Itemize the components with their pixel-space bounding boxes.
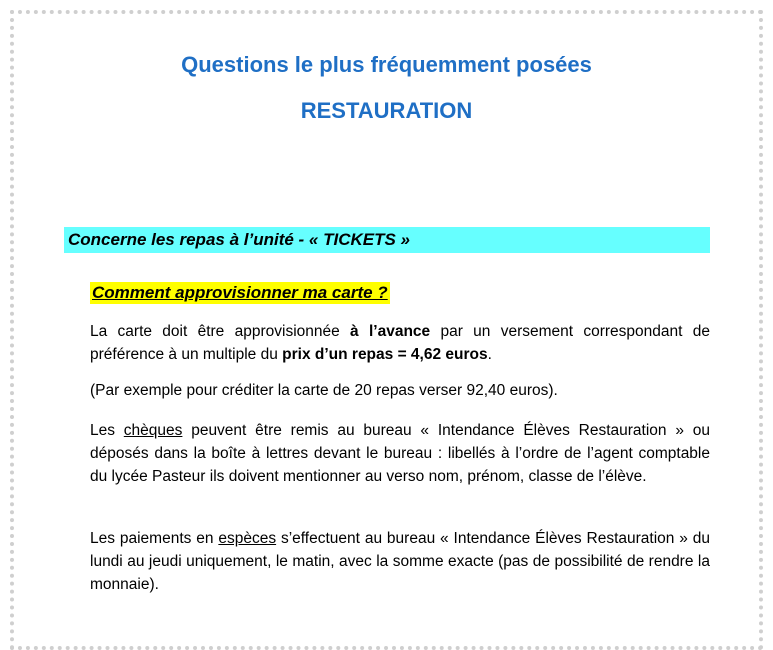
section-heading: Concerne les repas à l’unité - « TICKETS » bbox=[68, 230, 410, 249]
underlined-run-cheques: chèques bbox=[123, 422, 183, 439]
paragraph-especes bbox=[90, 527, 710, 596]
bold-run-prix: prix d’un repas = 4,62 euros bbox=[282, 346, 488, 363]
text-run: s’effectuent au bureau « Intendance Élèves Restauration » du lundi au jeudi uniquement, le matin, avec la somme exacte (pas de possibilité de rendre la monnaie). bbox=[90, 530, 710, 593]
text-run: . bbox=[487, 346, 492, 363]
text-run: par un versement correspondant de préférence à un multiple du bbox=[90, 323, 710, 363]
page-subtitle: RESTAURATION bbox=[300, 98, 473, 123]
paragraph-cheques bbox=[90, 419, 710, 488]
bold-run-avance: à l’avance bbox=[350, 323, 431, 340]
section-heading-bar bbox=[64, 227, 710, 253]
underlined-run-especes: espèces bbox=[218, 530, 277, 547]
paragraph-approvisionnement bbox=[90, 320, 710, 366]
text-run: Les bbox=[90, 422, 124, 439]
paragraph-exemple: (Par exemple pour créditer la carte de 20 repas verser 92,40 euros). bbox=[90, 382, 558, 399]
question-heading: Comment approvisionner ma carte ? bbox=[92, 283, 388, 302]
text-run: La carte doit être approvisionnée bbox=[90, 323, 351, 340]
text-run: peuvent être remis au bureau « Intendance Élèves Restauration » ou déposés dans la boîte à lettres devant le bureau : libellés à l’ordre de l’agent comptable du lycée Pasteur ils doivent mentionner au verso nom, prénom, classe de l’élève. bbox=[90, 422, 710, 485]
page-title: Questions le plus fréquemment posées bbox=[181, 52, 592, 77]
text-run: Les paiements en bbox=[90, 530, 219, 547]
